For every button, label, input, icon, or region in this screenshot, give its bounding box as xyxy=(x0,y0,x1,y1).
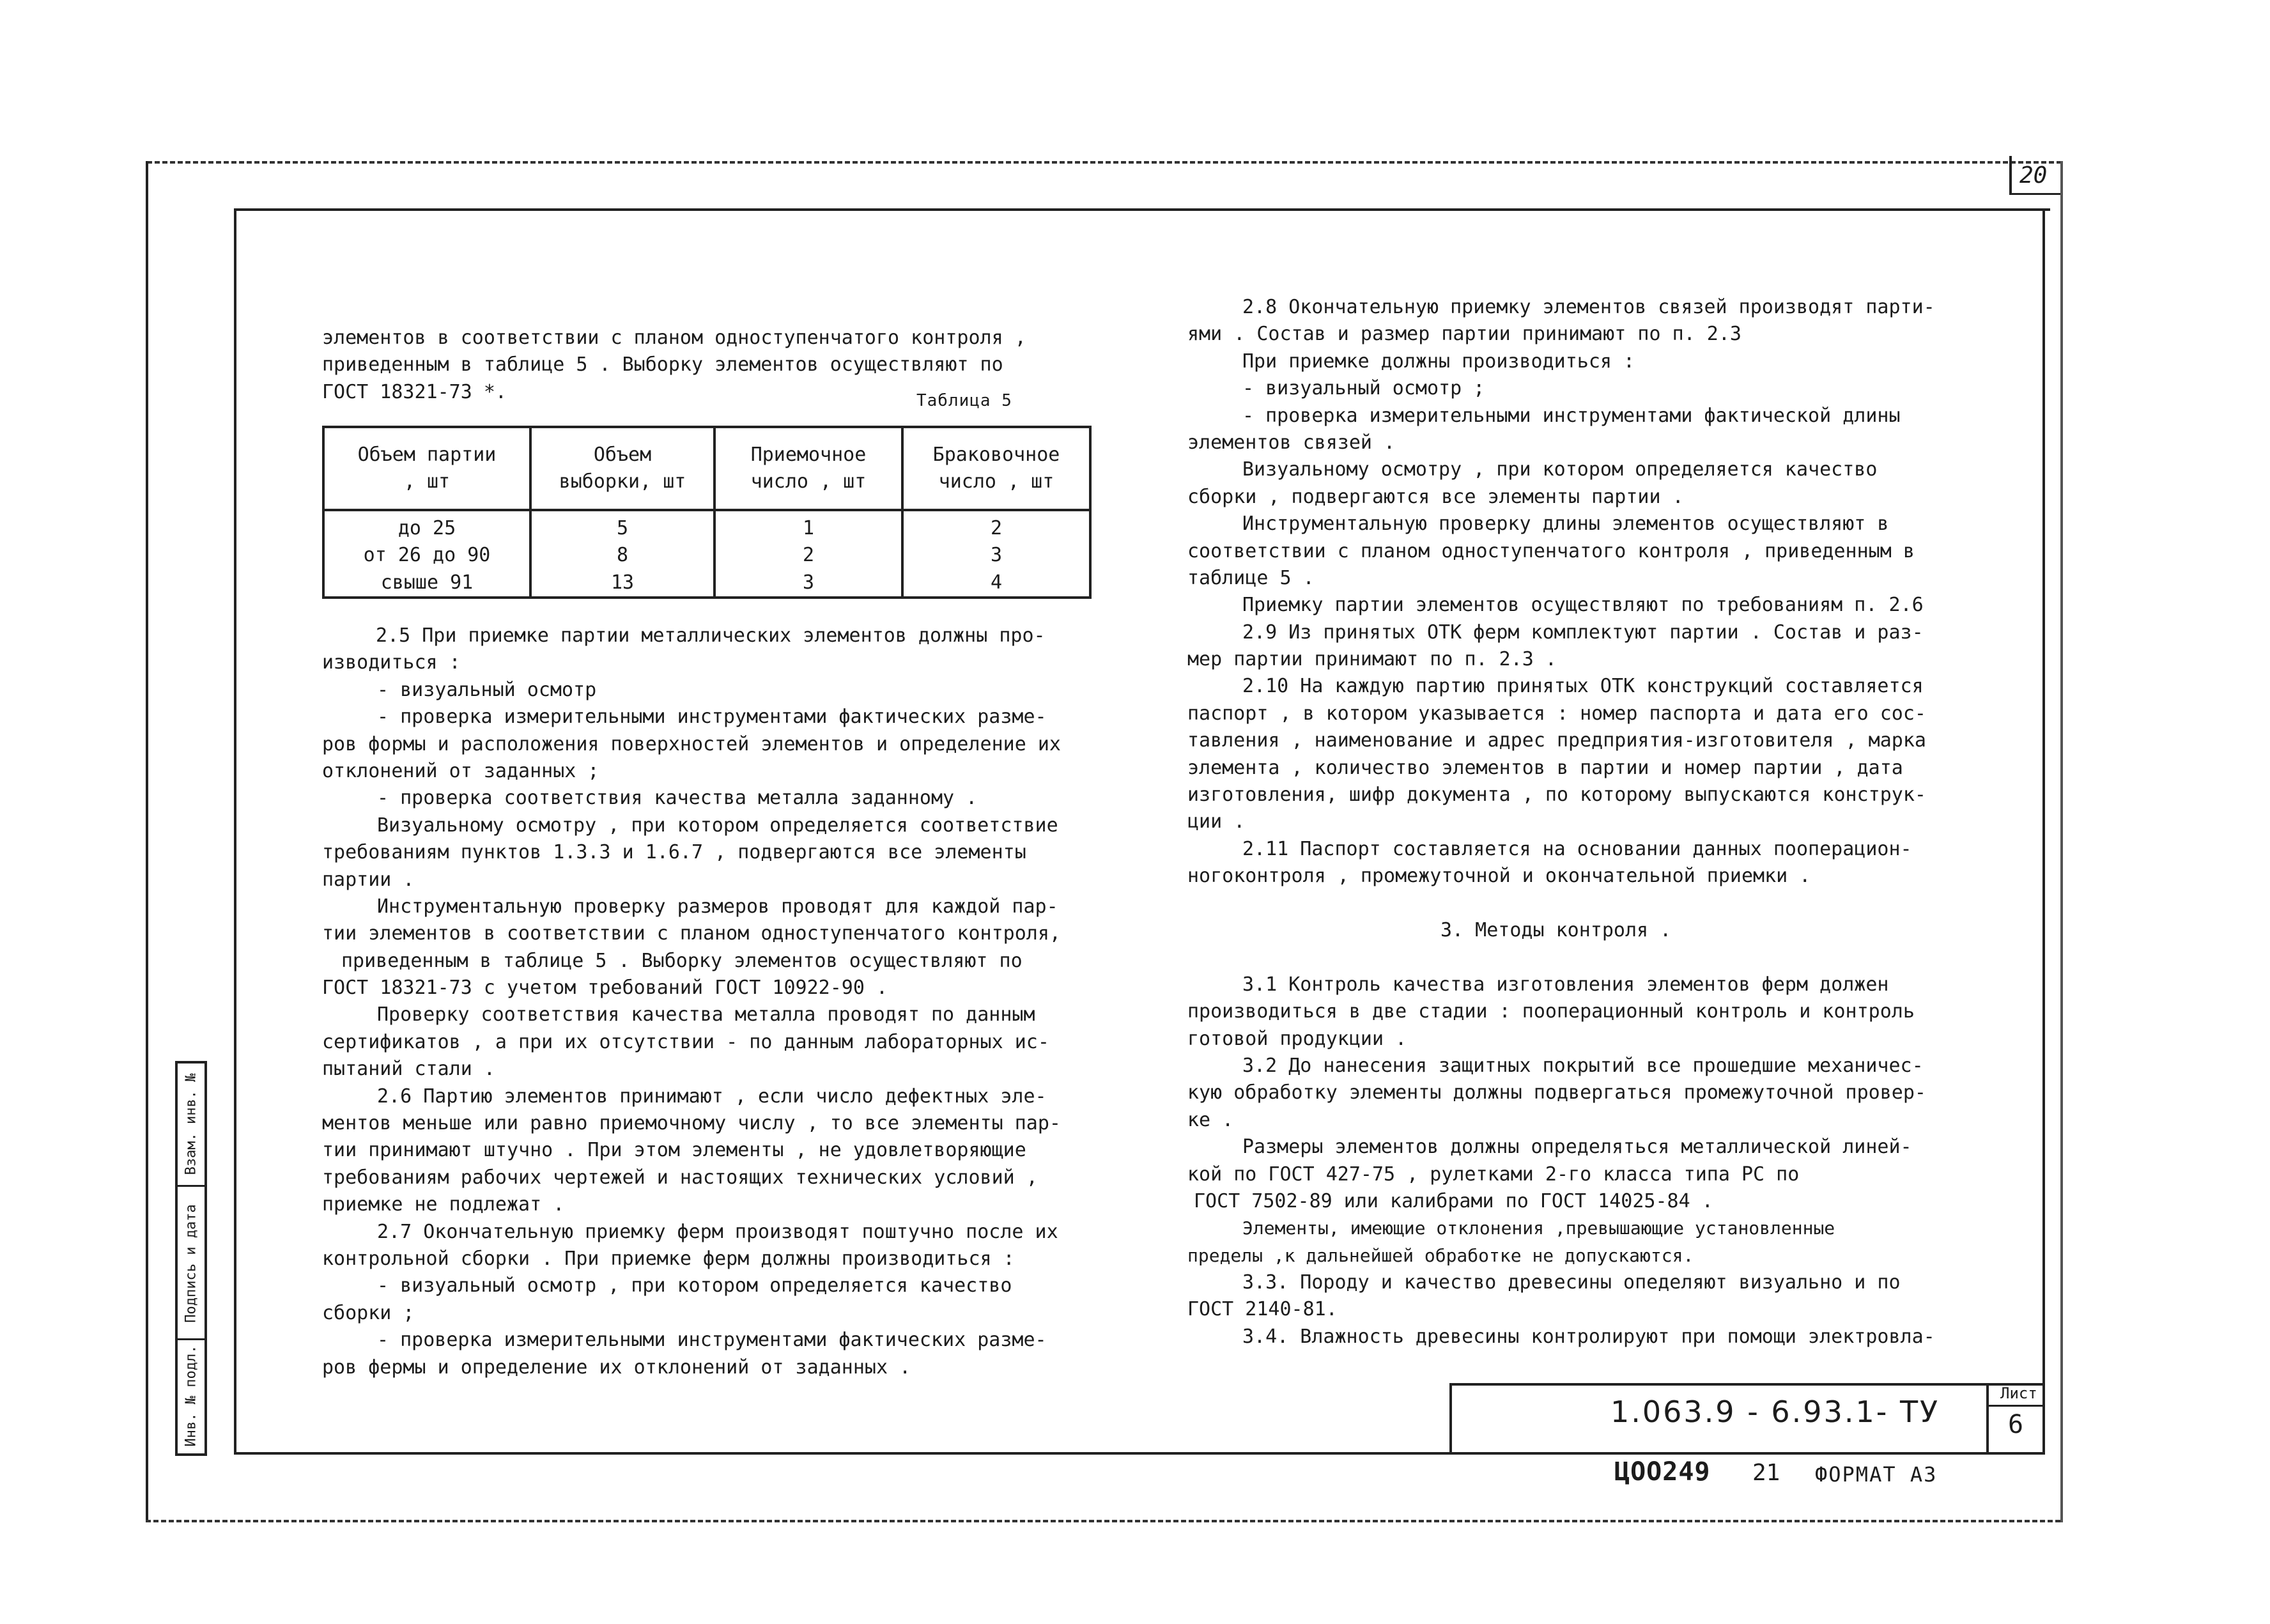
text-line: ями . Состав и размер партии принимают по п. 2.3 xyxy=(1187,323,1741,346)
text-line: тии элементов в соответствии с планом одноступенчатого контроля, xyxy=(322,922,1061,945)
side-stamp xyxy=(175,1061,207,1456)
text-line: элементов в соответствии с планом одноступенчатого контроля , xyxy=(322,327,1026,349)
text-line: 2.10 На каждую партию принятых ОТК конструкций составляется xyxy=(1242,675,1924,698)
outer-frame-right xyxy=(2060,161,2063,1522)
table-cell: 4 xyxy=(902,569,1090,598)
table-header-cell: Объем выборки, шт xyxy=(530,427,714,510)
outer-frame-left xyxy=(146,161,148,1522)
table-cell: 13 xyxy=(530,569,714,598)
table-row xyxy=(323,569,1090,598)
text-line: элементов связей . xyxy=(1187,431,1396,454)
table-header-row xyxy=(323,427,1090,510)
inner-frame-bottom xyxy=(234,1452,2045,1455)
table-row xyxy=(323,542,1090,569)
right-column-body xyxy=(1187,294,1935,1350)
text-line: 2.6 Партию элементов принимают , если число дефектных эле- xyxy=(377,1085,1047,1108)
text-line: мер партии принимают по п. 2.3 . xyxy=(1187,648,1557,671)
text-line: 2.8 Окончательную приемку элементов связей производят парти- xyxy=(1242,296,1935,318)
text-line: контрольной сборки . При приемке ферм должны производиться : xyxy=(322,1247,1015,1270)
side-stamp-cell-vzam: Взам. инв. № xyxy=(183,1073,199,1175)
text-line: требованиям пунктов 1.3.3 и 1.6.7 , подвергаются все элементы xyxy=(322,841,1026,864)
text-line xyxy=(1187,944,1935,971)
inner-frame-right xyxy=(2042,208,2045,1455)
text-line: пределы ,к дальнейшей обработке не допускаются. xyxy=(1187,1244,1694,1266)
text-line: ке . xyxy=(1187,1108,1234,1131)
acceptance-table xyxy=(322,426,1092,599)
text-line: - визуальный осмотр ; xyxy=(1242,377,1485,400)
text-line: 2.11 Паспорт составляется на основании данных пооперацион- xyxy=(1242,837,1912,860)
table-cell: 1 xyxy=(714,510,902,542)
text-line: сборки ; xyxy=(322,1301,415,1324)
text-line: Элементы, имеющие отклонения ,превышающие установленные xyxy=(1242,1218,1835,1239)
side-stamp-cell-signature: Подпись и дата xyxy=(178,1185,205,1340)
text-line: 3.4. Влажность древесины контролируют при помощи электровла- xyxy=(1242,1325,1935,1348)
archive-number: ЦОО249 xyxy=(1614,1457,1711,1487)
text-line: Инструментальную проверку размеров проводят для каждой пар- xyxy=(377,895,1058,918)
table-cell: 8 xyxy=(530,542,714,569)
text-line: ментов меньше или равно приемочному числу , то все элементы пар- xyxy=(322,1112,1061,1135)
text-line: - визуальный осмотр xyxy=(377,678,597,701)
text-line: - визуальный осмотр , при котором определяется качество xyxy=(377,1274,1012,1297)
archive-suffix: 21 xyxy=(1752,1460,1780,1486)
left-column-body xyxy=(322,623,1061,1381)
sheet-label: Лист xyxy=(2000,1384,2037,1402)
table-cell: 2 xyxy=(902,510,1090,542)
inner-frame-left xyxy=(234,208,236,1455)
text-line: изготовления, шифр документа , по которому выпускаются конструк- xyxy=(1187,784,1926,807)
table-header-cell: Браковочное число , шт xyxy=(902,427,1090,510)
sheet-number: 6 xyxy=(2008,1410,2024,1439)
text-line: отклонений от заданных ; xyxy=(322,759,599,782)
text-line: Инструментальную проверку длины элементов осуществляют в xyxy=(1242,513,1889,536)
text-line: производиться в две стадии : пооперационный контроль и контроль xyxy=(1187,1000,1915,1023)
text-line: Визуальному осмотру , при котором определяется качество xyxy=(1242,458,1878,481)
text-line: кой по ГОСТ 427-75 , рулетками 2-го класса типа РС по xyxy=(1187,1163,1800,1186)
section-heading: 3. Методы контроля . xyxy=(1440,918,1672,941)
page-number-box-bottom xyxy=(2009,193,2060,195)
text-line: ции . xyxy=(1187,810,1246,833)
text-line: Приемку партии элементов осуществляют по требованиям п. 2.6 xyxy=(1242,594,1924,617)
inner-frame-top xyxy=(234,208,2050,211)
text-line: изводиться : xyxy=(322,651,461,674)
table-cell: 3 xyxy=(902,542,1090,569)
text-line: - проверка измерительными инструментами фактической длины xyxy=(1242,404,1901,427)
text-line: ГОСТ 18321-73 *. xyxy=(322,380,507,403)
text-line: - проверка измерительными инструментами фактических разме- xyxy=(377,1329,1047,1352)
page-number-box-left xyxy=(2009,156,2012,194)
text-line: Размеры элементов должны определяться металлической линей- xyxy=(1242,1136,1912,1159)
table-header-cell: Приемочное число , шт xyxy=(714,427,902,510)
text-line: тии принимают штучно . При этом элементы , не удовлетворяющие xyxy=(322,1139,1026,1162)
table-row xyxy=(323,510,1090,542)
side-stamp-divider xyxy=(178,1338,205,1340)
outer-frame-bottom xyxy=(146,1520,2060,1522)
text-line: 3.1 Контроль качества изготовления элементов ферм должен xyxy=(1242,973,1889,996)
text-line: При приемке должны производиться : xyxy=(1242,350,1635,373)
table-cell: до 25 xyxy=(323,510,530,542)
text-line: Визуальному осмотру , при котором определяется соответствие xyxy=(377,814,1058,837)
text-line: требованиям рабочих чертежей и настоящих технических условий , xyxy=(322,1166,1038,1189)
text-line: партии . xyxy=(322,868,415,891)
side-stamp-cell-inv-podl: Инв. № подл. xyxy=(183,1345,199,1447)
table-cell: свыше 91 xyxy=(323,569,530,598)
side-stamp-divider xyxy=(178,1185,205,1187)
text-line: приемке не подлежат . xyxy=(322,1193,565,1216)
text-line: - проверка соответствия качества металла заданному . xyxy=(377,787,978,810)
text-line: приведенным в таблице 5 . Выборку элементов осуществляют по xyxy=(322,353,1003,376)
format-label: ФОРМАТ А3 xyxy=(1815,1462,1938,1487)
text-line: - проверка измерительными инструментами фактических разме- xyxy=(377,706,1047,729)
text-line: кую обработку элементы должны подвергаться промежуточной провер- xyxy=(1187,1081,1926,1104)
text-line: ГОСТ 7502-89 или калибрами по ГОСТ 14025-84 . xyxy=(1194,1189,1713,1212)
text-line: паспорт , в котором указывается : номер паспорта и дата его сос- xyxy=(1187,702,1926,725)
text-line: ров фермы и определение их отклонений от заданных . xyxy=(322,1356,911,1379)
document-designation: 1.063.9 - 6.93.1- ТУ xyxy=(1610,1395,1940,1429)
text-line: Проверку соответствия качества металла проводят по данным xyxy=(377,1003,1035,1026)
text-line: пытаний стали . xyxy=(322,1058,495,1081)
text-line: готовой продукции . xyxy=(1187,1027,1407,1050)
text-line: таблице 5 . xyxy=(1187,566,1315,589)
page-number: 20 xyxy=(2019,162,2048,189)
table-cell: 2 xyxy=(714,542,902,569)
table-cell: 3 xyxy=(714,569,902,598)
table-cell: 5 xyxy=(530,510,714,542)
text-line: ногоконтроля , промежуточной и окончательной приемки . xyxy=(1187,865,1811,888)
title-block-left xyxy=(1449,1383,1452,1453)
text-line: 3.3. Породу и качество древесины опеделяют визуально и по xyxy=(1242,1271,1901,1294)
text-line: приведенным в таблице 5 . Выборку элементов осуществляют по xyxy=(341,949,1023,972)
title-block-top xyxy=(1449,1383,2045,1386)
text-line: ГОСТ 2140-81. xyxy=(1187,1298,1338,1321)
text-line: 2.9 Из принятых ОТК ферм комплектуют партии . Состав и раз- xyxy=(1242,621,1924,644)
text-line: соответствии с планом одноступенчатого контроля , приведенным в xyxy=(1187,539,1915,562)
text-line: элемента , количество элементов в партии и номер партии , дата xyxy=(1187,756,1903,779)
table-cell: от 26 до 90 xyxy=(323,542,530,569)
title-block-divider xyxy=(1986,1383,1989,1453)
text-line: сборки , подвергаются все элементы партии . xyxy=(1187,485,1684,508)
text-line: 3.2 До нанесения защитных покрытий все прошедшие механичес- xyxy=(1242,1054,1924,1077)
text-line: сертификатов , а при их отсутствии - по данным лабораторных ис- xyxy=(322,1030,1049,1053)
text-line: ГОСТ 18321-73 с учетом требований ГОСТ 10922-90 . xyxy=(322,977,888,1000)
outer-frame-top xyxy=(147,161,2062,164)
text-line xyxy=(1187,890,1935,917)
text-line: тавления , наименование и адрес предприятия-изготовителя , марка xyxy=(1187,729,1926,752)
table-caption: Таблица 5 xyxy=(916,391,1012,410)
table-header-cell: Объем партии , шт xyxy=(323,427,530,510)
text-line: ров формы и расположения поверхностей элементов и определение их xyxy=(322,732,1061,755)
title-block-sheet-divider xyxy=(1986,1405,2045,1407)
text-line: 2.5 При приемке партии металлических элементов должны про- xyxy=(376,624,1046,647)
text-line: 2.7 Окончательную приемку ферм производят поштучно после их xyxy=(377,1220,1058,1243)
